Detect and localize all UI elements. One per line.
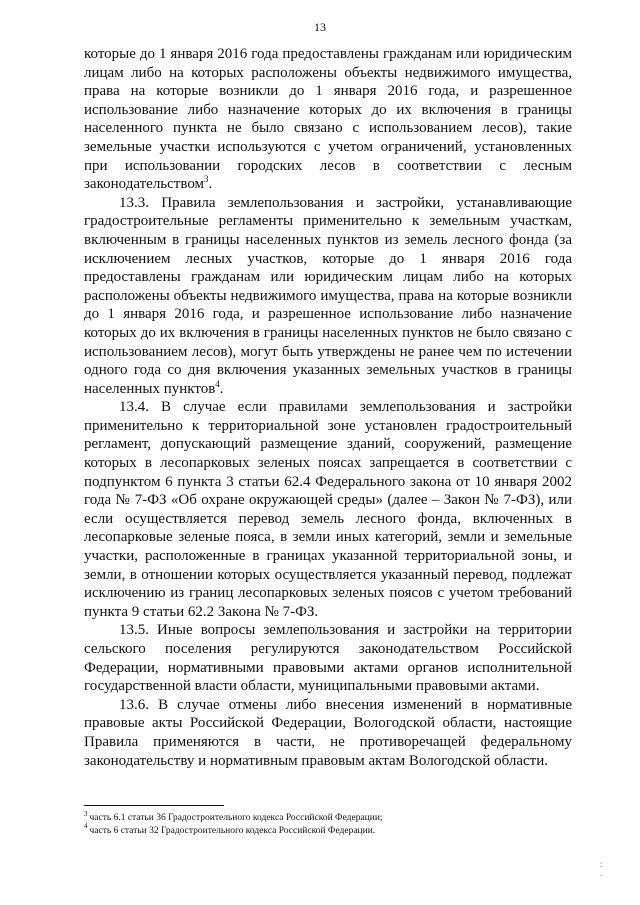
footnote-mark: 4 [84,822,88,831]
footnote-text: часть 6 статьи 32 Градостроительного кодекса Российской Федерации. [89,825,376,836]
margin-marks [600,860,606,878]
paragraph-text: которые до 1 января 2016 года предоставлены гражданам или юридическим лицам либо на которых расположены объекты недвижимого имущества, права на которые возникли до 1 января 2016 года, и разрешенное использование либо назначение которых до их включения в границы населенного пункта не было связано с использованием лесов), такие земельные участки используются с учетом ограничений, установленных при использовании городских лесов в соответствии с лесным законодательством [84,46,572,193]
paragraph-13-3 [84,194,572,399]
footnote-reference[interactable]: 3 [204,174,209,185]
footnote-separator [84,805,224,806]
paragraph-text: 13.6. В случае отмены либо внесения изменений в нормативные правовые акты Российской Федерации, Вологодской области, настоящие Правила применяются в части, не противоречащей федеральному законодательству и нормативным правовым актам Вологодской области. [84,696,572,769]
footnote-mark: 3 [84,809,88,818]
paragraph-end-punctuation: . [208,176,213,193]
page-number: 13 [314,20,326,34]
paragraph-end-punctuation: . [219,380,224,397]
margin-mark: : [600,860,603,869]
paragraph-13-5 [84,621,572,695]
paragraph-13-4 [84,398,572,621]
footnote-reference[interactable]: 4 [215,378,220,389]
footnote-item [84,809,572,825]
paragraph-text: 13.3. Правила землепользования и застройки, устанавливающие градостроительные регламенты применительно к земельным участкам, включенным в границы населенных пунктов из земель лесного фонда (за исключением лесных участков, которые до 1 января 2016 года предоставлены гражданам или юридическим лицам либо на которых расположены объекты недвижимого имущества, права на которые возникли до 1 января 2016 года, и разрешенное использование либо назначение которых до их включения в границы населенных пунктов не было связано с использованием лесов), могут быть утверждены не ранее чем по истечении одного года со дня включения указанных земельных участков в границы населенных пунктов [84,194,572,397]
paragraph-text: 13.5. Иные вопросы землепользования и застройки на территории сельского поселения регулируются законодательством Российской Федерации, нормативными правовыми актами органов исполнительной государственной власти области, муниципальными правовыми актами. [84,622,572,695]
document-body [84,45,572,770]
margin-mark: . [600,869,602,878]
footnotes [84,809,572,837]
paragraph-continuation [84,45,572,194]
paragraph-13-6 [84,696,572,770]
footnote-item [84,822,572,838]
paragraph-text: 13.4. В случае если правилами землепользования и застройки применительно к территориальной зоне установлен градостроительный регламент, допускающий размещение зданий, сооружений, размещение которых в лесопарковых зеленых поясах запрещается в соответствии с подпунктом 6 пункта 3 статьи 62.4 Федерального закона от 10 января 2002 года № 7-ФЗ «Об охране окружающей среды» (далее – Закон № 7-ФЗ), или если осуществляется перевод земель лесного фонда, включенных в лесопарковые зеленые пояса, в земли иных категорий, земли и земельные участки, расположенные в границах указанной территориальной зоны, и земли, в отношении которых осуществляется указанный перевод, подлежат исключению из границ лесопарковых зеленых поясов с учетом требований пункта 9 статьи 62.2 Закона № 7-ФЗ. [84,399,572,620]
footnote-text: часть 6.1 статьи 36 Градостроительного кодекса Российской Федерации; [89,813,383,823]
